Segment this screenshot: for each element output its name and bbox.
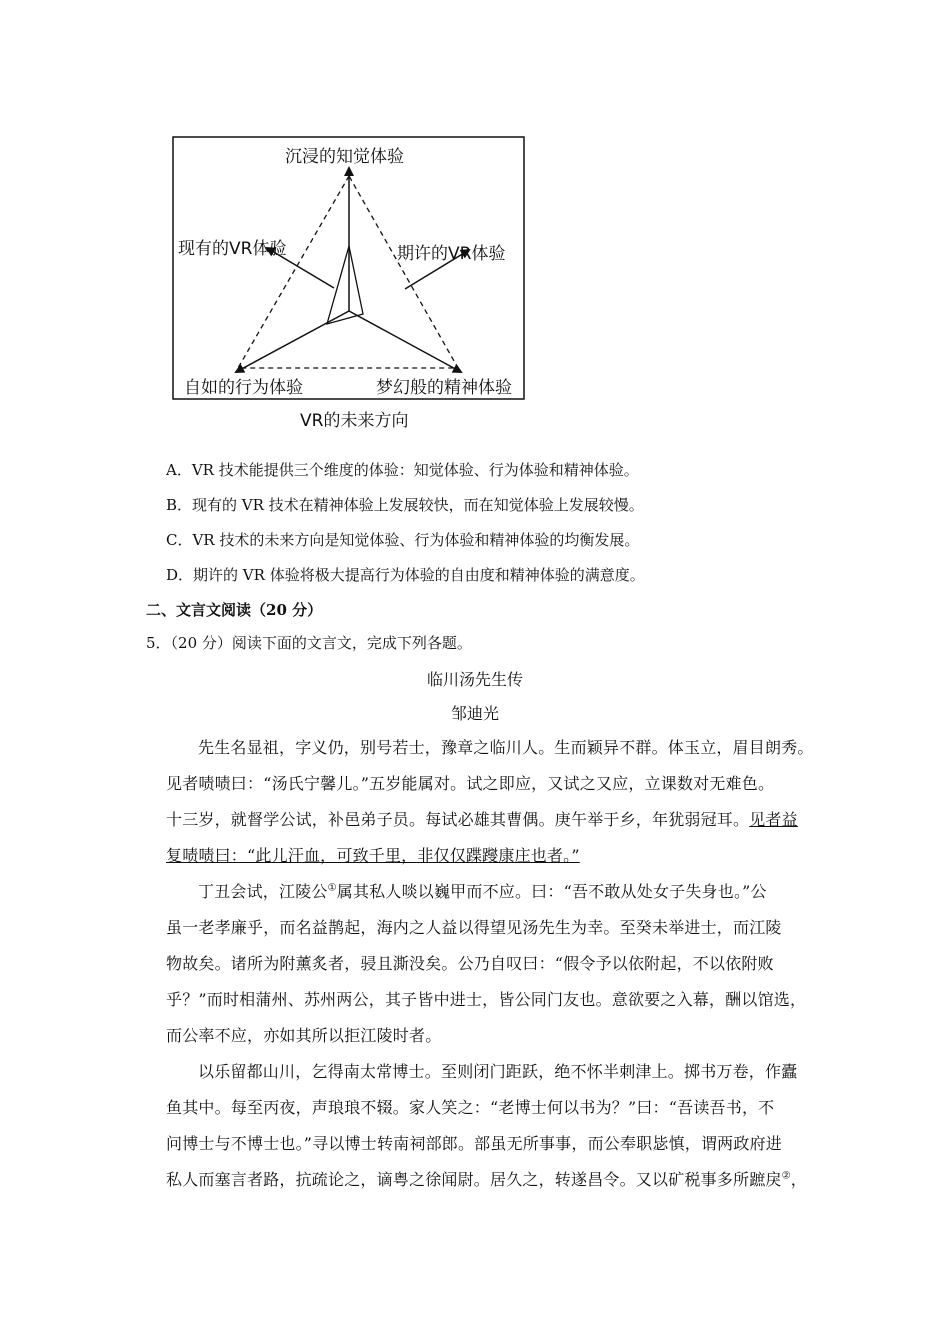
article-line: 见者啧啧曰：“汤氏宁馨儿。”五岁能属对。试之即应，又试之又应，立课数对无难色。 bbox=[166, 774, 775, 793]
article-text: ， bbox=[790, 1170, 807, 1189]
article-line: 物故矣。诸所为附薰炙者，骎且澌没矣。公乃自叹曰：“假令予以依附起，不以依附败 bbox=[166, 954, 774, 973]
section-heading: 二、文言文阅读（20 分） bbox=[146, 601, 323, 619]
article-line bbox=[166, 1167, 807, 1190]
article-line bbox=[166, 807, 798, 830]
label-current-vr: 现有的VR体验 bbox=[178, 239, 287, 259]
underlined-text: 见者益 bbox=[749, 810, 798, 829]
option-a: A．VR 技术能提供三个维度的体验：知觉体验、行为体验和精神体验。 bbox=[166, 461, 639, 479]
article-title: 临川汤先生传 bbox=[426, 670, 523, 689]
article-author: 邹迪光 bbox=[450, 704, 499, 723]
label-bottom-right: 梦幻般的精神体验 bbox=[376, 378, 512, 398]
article-line bbox=[198, 879, 767, 902]
question-prompt: 5．（20 分）阅读下面的文言文，完成下列各题。 bbox=[146, 634, 472, 652]
article-line: 以乐留都山川，乞得南太常博士。至则闭门距跃，绝不怀半刺津上。掷书万卷，作蠹 bbox=[198, 1062, 798, 1081]
article-line: 虽一老孝廉乎，而名益鹊起，海内之人益以得望见汤先生为幸。至癸未举进士，而江陵 bbox=[166, 918, 782, 937]
article-line: 鱼其中。每至丙夜，声琅琅不辍。家人笑之：“老博士何以书为？”曰：“吾读吾书，不 bbox=[166, 1098, 775, 1117]
diagram-caption: VR的未来方向 bbox=[300, 411, 409, 431]
dashed-triangle bbox=[238, 176, 458, 368]
option-c: C．VR 技术的未来方向是知觉体验、行为体验和精神体验的均衡发展。 bbox=[166, 531, 640, 549]
article-line: 而公率不应，亦如其所以拒江陵时者。 bbox=[166, 1026, 442, 1045]
footnote-1: ① bbox=[327, 882, 337, 894]
article-line: 乎？”而时相蒲州、苏州两公，其子皆中进士，皆公同门友也。意欲要之入幕，酬以馆选， bbox=[166, 990, 807, 1009]
option-d: D．期许的 VR 体验将极大提高行为体验的自由度和精神体验的满意度。 bbox=[166, 566, 645, 584]
diagram-svg bbox=[172, 136, 525, 400]
axis-bottom-right bbox=[349, 311, 461, 372]
vr-radar-diagram bbox=[172, 136, 525, 400]
label-bottom-left: 自如的行为体验 bbox=[184, 378, 303, 398]
option-b: B．现有的 VR 技术在精神体验上发展较快，而在知觉体验上发展较慢。 bbox=[166, 496, 644, 514]
article-line: 先生名显祖，字义仍，别号若士，豫章之临川人。生而颖异不群。体玉立，眉目朗秀。 bbox=[198, 738, 814, 757]
article-text: 十三岁，就督学公试，补邑弟子员。每试必雄其曹偶。庚午举于乡，年犹弱冠耳。 bbox=[166, 810, 750, 829]
article-line: 问博士与不博士也。”寻以博士转南祠部郎。部虽无所事事，而公奉职毖慎，谓两政府进 bbox=[166, 1134, 782, 1153]
current-vr-shape bbox=[327, 246, 363, 324]
article-text: 丁丑会试，江陵公 bbox=[198, 882, 328, 901]
underlined-line: 复啧啧曰：“此儿汗血，可致千里，非仅仅蹀躞康庄也者。” bbox=[166, 846, 580, 865]
article-text: 私人而塞言者路，抗疏论之，谪粤之徐闻尉。居久之，转遂昌令。又以矿税事多所蹠戾 bbox=[166, 1170, 782, 1189]
label-expected-vr: 期许的VR体验 bbox=[397, 244, 506, 264]
label-top: 沉浸的知觉体验 bbox=[285, 147, 404, 167]
article-text: 属其私人啖以巍甲而不应。曰：“吾不敢从处女子失身也。”公 bbox=[336, 882, 767, 901]
footnote-2: ② bbox=[781, 1170, 791, 1182]
